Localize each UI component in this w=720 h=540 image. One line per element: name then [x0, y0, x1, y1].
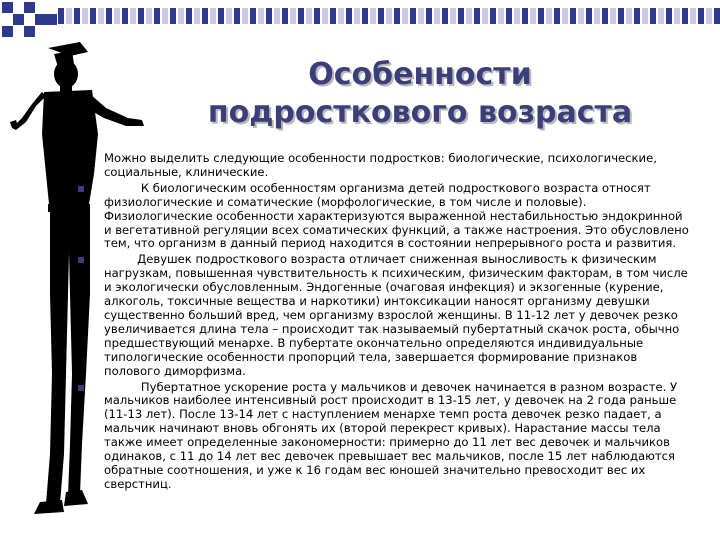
checker-square [162, 8, 168, 24]
checker-square [338, 8, 344, 24]
checker-square [570, 8, 576, 24]
checker-square [682, 8, 688, 24]
checker-square [466, 8, 472, 24]
square-bullet-icon [78, 186, 84, 192]
checker-square [714, 8, 720, 24]
list-item [78, 180, 693, 252]
title-line-2: подросткового возраста [207, 95, 633, 130]
checker-square [46, 14, 57, 25]
checker-square [74, 8, 80, 24]
checker-square [186, 8, 192, 24]
checker-square [602, 8, 608, 24]
checker-square [522, 8, 528, 24]
checker-square [346, 8, 352, 24]
checker-square [24, 2, 35, 13]
checker-square [274, 8, 280, 24]
checker-square [506, 8, 512, 24]
content-body [78, 151, 693, 492]
checker-square [450, 8, 456, 24]
list-item [78, 381, 690, 492]
checker-square [594, 8, 600, 24]
checker-square [146, 8, 152, 24]
checker-square [122, 8, 128, 24]
page-title [150, 56, 690, 132]
checker-square [394, 8, 400, 24]
checker-square [138, 8, 144, 24]
checker-square [642, 8, 648, 24]
checker-square [586, 8, 592, 24]
checker-square [114, 8, 120, 24]
checker-square [530, 8, 536, 24]
checker-square [218, 8, 224, 24]
checker-square [226, 8, 232, 24]
checker-square [498, 8, 504, 24]
checker-square [426, 8, 432, 24]
paragraph-text: Девушек подросткового возраста отличает сниженная выносливость к физическим нагрузкам, повышенная чувствительность к психическим, физическим факторам, в том числе и экологически обусловленным. Эндогенные (очаговая инфекция) и экзогенные (курение, алкоголь, токсичные вещества и наркотики) интоксикации наносят организму девушки существенно больший вред, чем организму взрослой женщины. В 11-12 лет у девочек резко увеличивается длина тела – происходит так называемый пубертатный скачок роста, обычно предшествующий менархе. В пубертате окончательно определяются индивидуальные типологические особенности пропорций тела, завершается формирование признаков полового диморфизма. [104, 252, 692, 378]
paragraph-text: К биологическим особенностям организма детей подросткового возраста относят физиологические и соматические (морфологические, в том числе и половые). Физиологические особенности характеризуются выраженной нестабильностью эндокринной и вегетативной регуляции всех соматических функций, а также настроения. Это обусловлено тем, что организм в данный период находится в состоянии непрерывного роста и развития. [104, 180, 693, 251]
checker-square [282, 8, 288, 24]
checker-square [562, 8, 568, 24]
checker-square [698, 8, 704, 24]
square-bullet-icon [78, 257, 84, 263]
checker-square [402, 8, 408, 24]
checker-square [578, 8, 584, 24]
checker-square [35, 14, 46, 25]
checker-square [130, 8, 136, 24]
checker-square [2, 2, 13, 13]
checker-square [378, 8, 384, 24]
list-item [78, 253, 690, 378]
checker-square [538, 8, 544, 24]
checker-square [250, 8, 256, 24]
checker-square [178, 8, 184, 24]
checker-square [514, 8, 520, 24]
checker-square [354, 8, 360, 24]
checker-square [314, 8, 320, 24]
checker-square [658, 8, 664, 24]
checker-square [442, 8, 448, 24]
checker-square [106, 8, 112, 24]
checker-square [674, 8, 680, 24]
checker-square [322, 8, 328, 24]
checker-square [298, 8, 304, 24]
checker-square [650, 8, 656, 24]
checker-square [58, 8, 64, 24]
checker-square [482, 8, 488, 24]
checker-square [474, 8, 480, 24]
checker-square [634, 8, 640, 24]
checker-square [98, 8, 104, 24]
checker-square [242, 8, 248, 24]
paragraph-text: Можно выделить следующие особенности подростков: биологические, психологические, социальные, клинические. [104, 151, 661, 179]
paragraph-text: Пубертатное ускорение роста у мальчиков и девочек начинается в разном возрасте. У мальчиков наиболее интенсивный рост происходит в 13-15 лет, у девочек на 2 года раньше (11-13 лет). После 13-14 лет с наступлением менархе темп роста девочек резко падает, а мальчик начинают вновь обгонять их (второй перекрест кривых). Нарастание массы тела также имеет определенные закономерности: примерно до 11 лет вес девочек и мальчиков одинаков, с 11 до 14 лет вес девочек превышает вес мальчиков, после 15 лет наблюдаются обратные соотношения, и уже к 16 годам вес юношей значительно превосходит вес их сверстниц. [104, 379, 681, 491]
square-bullet-icon [78, 385, 84, 391]
checker-square [370, 8, 376, 24]
checker-square [82, 8, 88, 24]
checker-square [202, 8, 208, 24]
checker-square [610, 8, 616, 24]
checker-square [194, 8, 200, 24]
checker-square [690, 8, 696, 24]
checker-square [490, 8, 496, 24]
checker-square [154, 8, 160, 24]
checker-square [13, 14, 24, 25]
checker-square [626, 8, 632, 24]
checker-square [546, 8, 552, 24]
checker-square [210, 8, 216, 24]
checker-square [234, 8, 240, 24]
checker-square [170, 8, 176, 24]
checker-square [90, 8, 96, 24]
checker-square [66, 8, 72, 24]
checker-square [458, 8, 464, 24]
checker-square [362, 8, 368, 24]
checker-square [418, 8, 424, 24]
checker-square [290, 8, 296, 24]
checker-square [306, 8, 312, 24]
checker-square [410, 8, 416, 24]
checker-square [706, 8, 712, 24]
checker-square [554, 8, 560, 24]
checker-square [386, 8, 392, 24]
checker-square [434, 8, 440, 24]
checker-square [266, 8, 272, 24]
checker-square [258, 8, 264, 24]
checker-square [618, 8, 624, 24]
list-item [78, 152, 690, 180]
checker-square [666, 8, 672, 24]
checker-square [330, 8, 336, 24]
title-line-1: Особенности [308, 57, 532, 92]
